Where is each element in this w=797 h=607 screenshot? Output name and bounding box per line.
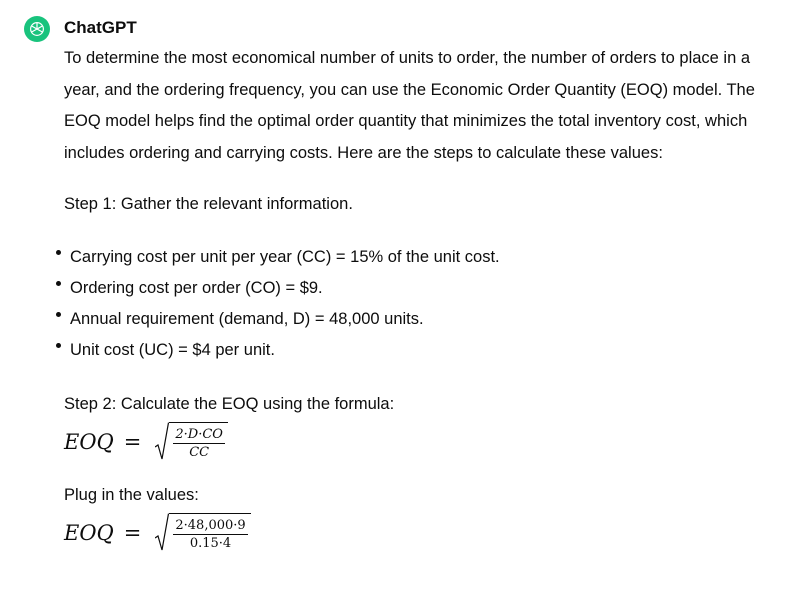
fraction [169, 513, 250, 553]
fraction-denominator: 0.15·4 [189, 536, 232, 551]
fraction [169, 422, 228, 462]
list-item: Carrying cost per unit per year (CC) = 15% of the unit cost. [56, 242, 764, 273]
bullet-icon [56, 250, 61, 255]
formula-equals: = [123, 521, 142, 545]
bullet-icon [56, 343, 61, 348]
fraction-denominator: CC [189, 445, 210, 460]
message-author: ChatGPT [64, 18, 137, 37]
radical-sign-icon [155, 422, 169, 462]
fraction-numerator: 2·D·CO [175, 427, 223, 442]
message-content [64, 43, 764, 555]
list-item: Ordering cost per order (CO) = $9. [56, 273, 764, 304]
plug-in-heading: Plug in the values: [64, 486, 199, 504]
formula-lhs: EOQ [64, 521, 114, 545]
intro-paragraph: To determine the most economical number of units to order, the number of orders to place in a year, and the ordering frequency, you can use the Economic Order Quantity (EOQ) model. The EOQ model helps find the optimal order quantity that minimizes the total inventory cost, which includes ordering and carrying costs. Here are the steps to calculate these values: [64, 49, 755, 162]
bullet-icon [56, 312, 61, 317]
step2-heading: Step 2: Calculate the EOQ using the formula: [64, 395, 395, 413]
assistant-avatar [24, 16, 50, 42]
formula-lhs: EOQ [64, 430, 114, 454]
formula-equals: = [123, 430, 142, 454]
square-root [155, 422, 228, 462]
info-list [56, 242, 764, 366]
radical-sign-icon [155, 513, 169, 553]
eoq-formula [64, 420, 764, 464]
openai-logo-icon [28, 20, 46, 38]
square-root [155, 513, 250, 553]
list-item: Unit cost (UC) = $4 per unit. [56, 335, 764, 366]
step1-heading: Step 1: Gather the relevant information. [64, 195, 353, 213]
fraction-numerator: 2·48,000·9 [175, 518, 246, 533]
eoq-formula-values [64, 511, 764, 555]
list-item: Annual requirement (demand, D) = 48,000 units. [56, 304, 764, 335]
bullet-icon [56, 281, 61, 286]
